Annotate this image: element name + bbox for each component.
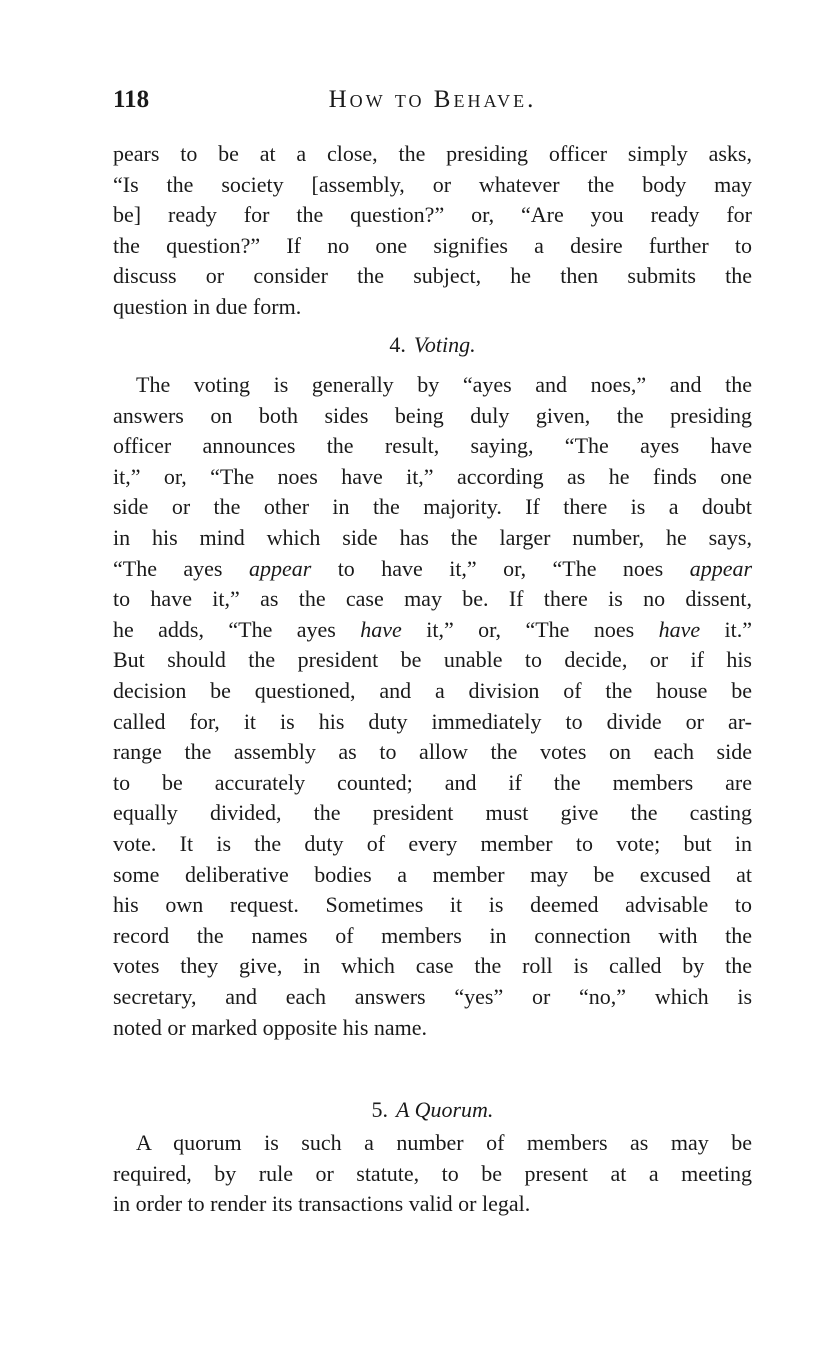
text-segment: record the names of members in connection with the xyxy=(113,922,752,948)
text-line xyxy=(113,830,752,858)
text-segment: his own request. Sometimes it is deemed advisable to xyxy=(113,892,752,918)
text-segment: it,” or, “The noes have it,” according as he finds one xyxy=(113,463,752,489)
italic-text: appear xyxy=(248,555,312,581)
text-line xyxy=(113,585,752,613)
italic-text: appear xyxy=(689,555,753,581)
text-line xyxy=(136,1129,752,1157)
text-line xyxy=(113,769,752,797)
section-title: Voting. xyxy=(413,332,476,357)
text-line xyxy=(113,524,752,552)
text-line xyxy=(113,616,752,644)
text-segment: he adds, “The ayes xyxy=(113,616,361,642)
text-segment: in order to render its transactions valid or legal. xyxy=(113,1191,531,1217)
text-line xyxy=(113,493,752,521)
text-line xyxy=(113,922,752,950)
text-line xyxy=(136,371,752,399)
text-segment: officer announces the result, saying, “The ayes have xyxy=(113,433,752,459)
text-line xyxy=(113,1014,752,1042)
section-number: 4. xyxy=(389,332,406,357)
text-segment: votes they give, in which case the roll is called by the xyxy=(113,953,752,979)
page-number: 118 xyxy=(113,86,150,113)
text-line xyxy=(113,201,752,229)
text-line xyxy=(113,708,752,736)
text-segment: to have it,” or, “The noes xyxy=(311,555,690,581)
text-segment: decision be questioned, and a division of the house be xyxy=(113,678,752,703)
text-line xyxy=(113,1160,752,1188)
text-segment: vote. It is the duty of every member to vote; but in xyxy=(113,831,752,856)
text-line xyxy=(113,432,752,460)
section-heading xyxy=(113,332,752,358)
section-number: 5. xyxy=(371,1097,389,1122)
text-segment: some deliberative bodies a member may be excused at xyxy=(113,861,752,887)
text-segment: to be accurately counted; and if the members are xyxy=(113,769,752,795)
text-segment: called for, it is his duty immediately to divide or ar- xyxy=(113,708,752,734)
text-segment: “Is the society [assembly, or whatever the body may xyxy=(113,171,752,197)
text-segment: discuss or consider the subject, he then submits the xyxy=(113,263,752,289)
text-line xyxy=(113,140,752,168)
text-segment: “The ayes xyxy=(113,555,249,581)
text-segment: But should the president be unable to decide, or if his xyxy=(113,647,752,673)
text-segment: answers on both sides being duly given, the presiding xyxy=(113,402,752,428)
text-segment: the question?” If no one signifies a desire further to xyxy=(113,232,752,258)
text-segment: required, by rule or statute, to be present at a meeting xyxy=(113,1160,752,1186)
text-segment: in his mind which side has the larger number, he says, xyxy=(113,525,752,550)
text-line xyxy=(113,232,752,260)
text-segment: The voting is generally by “ayes and noes,” and the xyxy=(136,372,752,397)
text-line xyxy=(113,677,752,705)
text-line xyxy=(113,171,752,199)
text-line xyxy=(113,891,752,919)
text-line xyxy=(113,861,752,889)
running-header xyxy=(113,86,752,122)
text-segment: A quorum is such a number of members as may be xyxy=(136,1130,752,1155)
text-segment: it.” xyxy=(700,616,753,642)
text-segment: be] ready for the question?” or, “Are you ready for xyxy=(113,202,752,228)
text-segment: noted or marked opposite his name. xyxy=(113,1014,428,1040)
text-line xyxy=(113,952,752,980)
text-line xyxy=(113,463,752,491)
text-segment: side or the other in the majority. If there is a doubt xyxy=(113,494,752,520)
text-line xyxy=(113,555,752,583)
italic-text: have xyxy=(360,616,402,642)
text-line xyxy=(113,262,752,290)
text-line xyxy=(113,646,752,674)
text-segment: question in due form. xyxy=(113,294,302,319)
section-heading xyxy=(113,1097,752,1123)
text-segment: secretary, and each answers “yes” or “no,” which is xyxy=(113,984,752,1009)
text-segment: range the assembly as to allow the votes on each side xyxy=(113,739,752,765)
italic-text: have xyxy=(658,616,701,642)
text-line xyxy=(113,983,752,1011)
text-line xyxy=(113,1190,752,1218)
text-line xyxy=(113,738,752,766)
text-line xyxy=(113,799,752,827)
text-line xyxy=(113,293,752,321)
text-segment: pears to be at a close, the presiding officer simply asks, xyxy=(113,141,752,166)
section-title: A Quorum. xyxy=(396,1097,494,1122)
text-segment: equally divided, the president must give the casting xyxy=(113,800,752,826)
text-line xyxy=(113,402,752,430)
text-segment: it,” or, “The noes xyxy=(401,616,659,642)
text-segment: to have it,” as the case may be. If there is no dissent, xyxy=(113,586,752,612)
running-title: How to Behave. xyxy=(328,86,537,113)
